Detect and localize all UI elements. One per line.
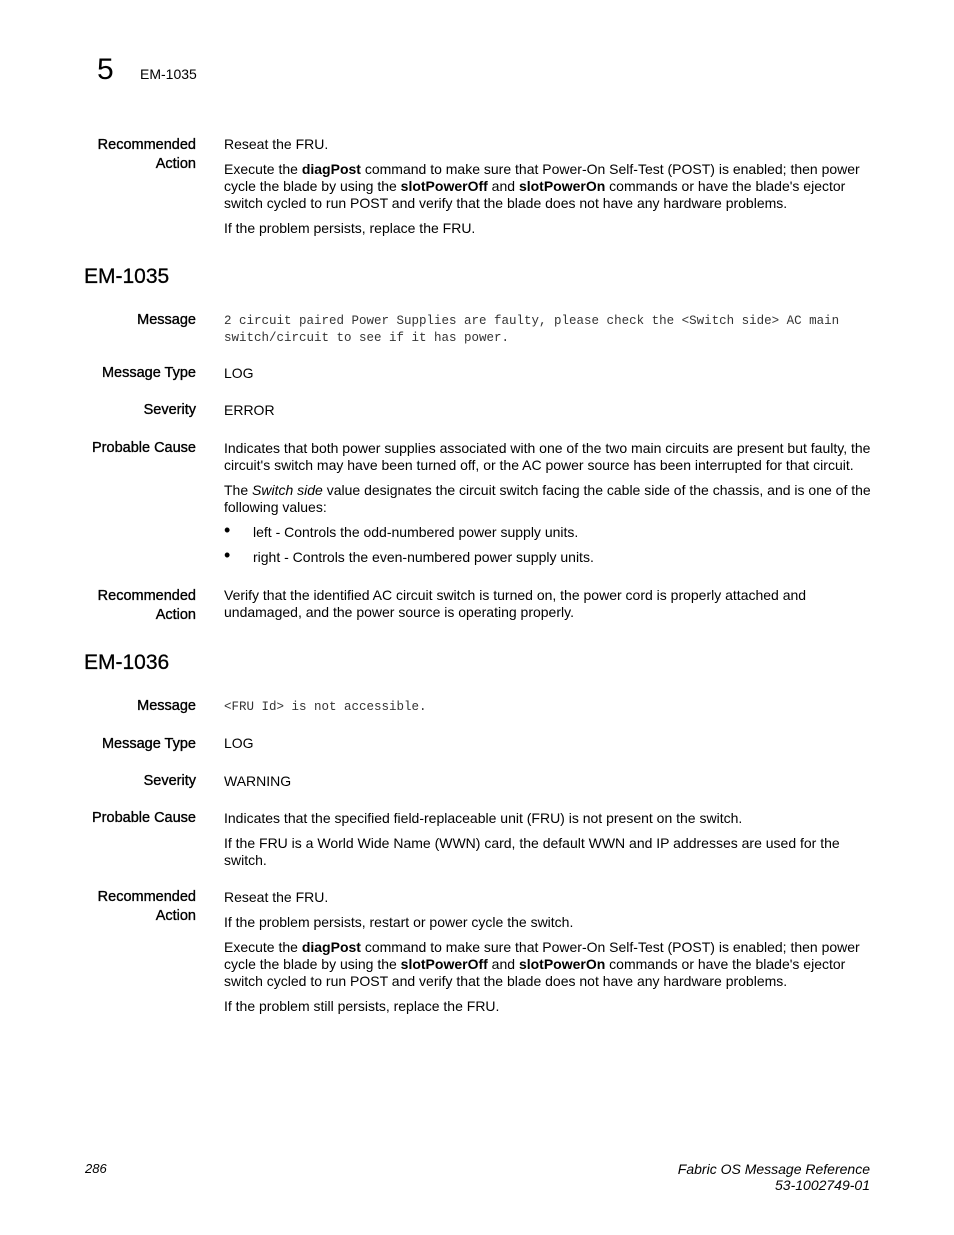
recommended-action-label: Recommended Action xyxy=(97,889,196,924)
action-paragraph: Verify that the identified AC circuit switch is turned on, the power cord is properly attached and undamaged, and the power source is operating properly. xyxy=(224,587,807,620)
list-item: • left - Controls the odd-numbered power supply units. xyxy=(224,524,874,541)
action-paragraph: Execute the diagPost command to make sure that Power-On Self-Test (POST) is enabled; then power cycle the blade by using the slotPowerOff and slotPowerOn commands or have the blade's ejector switch cycled to run POST and verify that the blade does not have any hardware problems. xyxy=(224,161,860,211)
probable-cause-body xyxy=(224,440,874,574)
message-type-value: LOG xyxy=(224,735,254,751)
cause-paragraph: Indicates that both power supplies associated with one of the two main circuits are present but faulty, the circuit's switch may have been turned off, or the AC power source has been interrupted for that circuit. xyxy=(224,440,871,473)
document-info xyxy=(678,1161,870,1193)
probable-cause-label: Probable Cause xyxy=(92,810,196,826)
action-paragraph: If the problem still persists, replace the FRU. xyxy=(224,998,500,1014)
recommended-action-label: Recommended Action xyxy=(97,137,196,172)
action-paragraph: If the problem persists, replace the FRU. xyxy=(224,220,476,236)
page-number: 286 xyxy=(85,1161,107,1176)
recommended-action-body xyxy=(224,136,874,245)
cause-paragraph: Indicates that the specified field-replaceable unit (FRU) is not present on the switch. xyxy=(224,810,743,826)
message-type-label: Message Type xyxy=(101,736,196,752)
list-item: • right - Controls the even-numbered power supply units. xyxy=(224,549,874,566)
recommended-action-body xyxy=(224,889,874,1023)
chapter-number: 5 xyxy=(97,53,114,86)
message-text: <FRU Id> is not accessible. xyxy=(224,700,427,714)
values-list xyxy=(224,524,874,566)
document-number: 53-1002749-01 xyxy=(775,1177,870,1193)
section-title-em1036: EM-1036 xyxy=(84,651,170,674)
action-paragraph: Reseat the FRU. xyxy=(224,889,329,905)
severity-value: WARNING xyxy=(224,773,292,789)
message-type-value: LOG xyxy=(224,365,254,381)
action-paragraph: Reseat the FRU. xyxy=(224,136,329,152)
action-paragraph: Execute the diagPost command to make sure that Power-On Self-Test (POST) is enabled; then power cycle the blade by using the slotPowerOff and slotPowerOn commands or have the blade's ejector switch cycled to run POST and verify that the blade does not have any hardware problems. xyxy=(224,939,860,989)
message-label: Message xyxy=(137,698,196,714)
recommended-action-label: Recommended Action xyxy=(97,588,196,623)
severity-value: ERROR xyxy=(224,402,275,418)
probable-cause-label: Probable Cause xyxy=(92,440,196,456)
document-title: Fabric OS Message Reference xyxy=(677,1161,870,1177)
cause-paragraph: If the FRU is a World Wide Name (WWN) card, the default WWN and IP addresses are used for the switch. xyxy=(224,835,840,868)
probable-cause-body xyxy=(224,810,874,877)
action-paragraph: If the problem persists, restart or power cycle the switch. xyxy=(224,914,574,930)
message-text: 2 circuit paired Power Supplies are faulty, please check the <Switch side> AC main switch/circuit to see if it has power. xyxy=(224,314,840,345)
severity-label: Severity xyxy=(143,402,196,418)
section-title-em1035: EM-1035 xyxy=(84,265,170,288)
cause-paragraph: The Switch side value designates the circuit switch facing the cable side of the chassis, and is one of the following values: xyxy=(224,482,871,515)
chapter-running-title: EM-1035 xyxy=(140,66,197,82)
recommended-action-body xyxy=(224,587,874,629)
message-type-label: Message Type xyxy=(101,365,196,381)
message-label: Message xyxy=(137,312,196,328)
severity-label: Severity xyxy=(143,773,196,789)
